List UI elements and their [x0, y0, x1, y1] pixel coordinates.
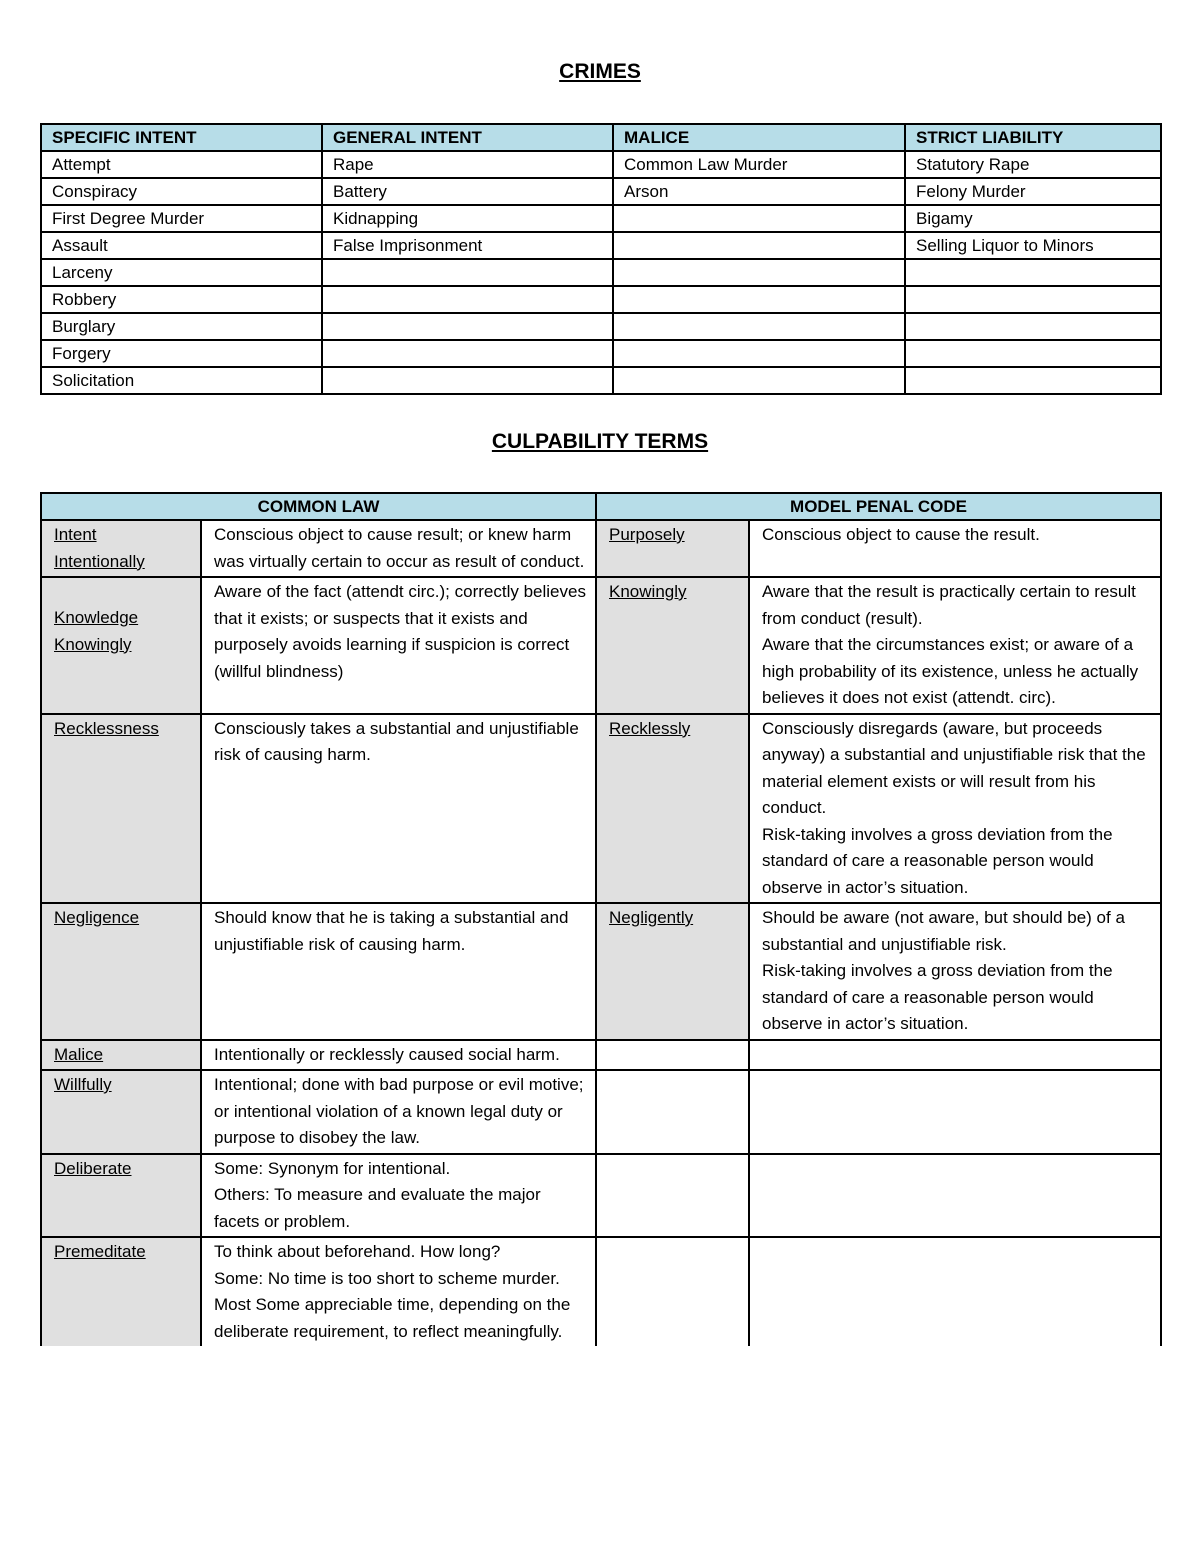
- cell-general-intent: Kidnapping: [322, 205, 613, 232]
- cell-general-intent: [322, 313, 613, 340]
- cell-specific-intent: First Degree Murder: [41, 205, 322, 232]
- cell-general-intent: Battery: [322, 178, 613, 205]
- table-row: [41, 714, 1161, 904]
- cell-malice: [613, 286, 905, 313]
- definition-text: Aware that the result is practically certain to result from conduct (result).: [762, 582, 1136, 628]
- model-penal-code-definition: [749, 1237, 1161, 1346]
- cell-general-intent: Rape: [322, 151, 613, 178]
- common-law-term: [41, 1070, 201, 1154]
- cell-malice: [613, 232, 905, 259]
- cell-specific-intent: Solicitation: [41, 367, 322, 394]
- model-penal-code-definition: [749, 577, 1161, 714]
- table-row: [41, 205, 1161, 232]
- crimes-title: CRIMES: [559, 60, 641, 83]
- model-penal-code-term: [596, 1040, 749, 1071]
- table-row: [41, 340, 1161, 367]
- definition-text: Conscious object to cause the result.: [762, 525, 1040, 544]
- common-law-definition: [201, 577, 596, 714]
- common-law-definition: [201, 1040, 596, 1071]
- common-law-definition: [201, 903, 596, 1040]
- table-row: [41, 577, 1161, 714]
- definition-text: Should be aware (not aware, but should be) of a substantial and unjustifiable risk.: [762, 908, 1125, 954]
- model-penal-code-term: [596, 714, 749, 904]
- cell-strict-liability: Bigamy: [905, 205, 1161, 232]
- table-row: [41, 178, 1161, 205]
- model-penal-code-definition: [749, 1154, 1161, 1238]
- definition-text: Consciously disregards (aware, but proceeds anyway) a substantial and unjustifiable risk that the material element exists or will result from his conduct.: [762, 718, 1146, 817]
- cell-general-intent: [322, 259, 613, 286]
- model-penal-code-definition: [749, 520, 1161, 577]
- cell-specific-intent: Larceny: [41, 259, 322, 286]
- cell-strict-liability: Felony Murder: [905, 178, 1161, 205]
- cell-strict-liability: [905, 286, 1161, 313]
- definition-text: Intentional; done with bad purpose or evil motive; or intentional violation of a known legal duty or purpose to disobey the law.: [214, 1075, 584, 1147]
- crimes-header-row: [41, 124, 1161, 151]
- cell-specific-intent: Attempt: [41, 151, 322, 178]
- cell-malice: [613, 367, 905, 394]
- definition-text: Aware that the circumstances exist; or aware of a high probability of its existence, unless he actually believes it does not exist (attendt. circ).: [762, 635, 1139, 707]
- model-penal-code-term: [596, 1070, 749, 1154]
- table-row: [41, 232, 1161, 259]
- term-label: Recklessly: [609, 718, 691, 738]
- model-penal-code-definition: [749, 714, 1161, 904]
- cell-strict-liability: Selling Liquor to Minors: [905, 232, 1161, 259]
- model-penal-code-term: [596, 903, 749, 1040]
- term-label: Knowingly: [609, 582, 687, 601]
- cell-specific-intent: Robbery: [41, 286, 322, 313]
- cell-malice: [613, 205, 905, 232]
- table-row: [41, 903, 1161, 1040]
- term-label: Knowledge: [54, 608, 139, 627]
- cell-specific-intent: Conspiracy: [41, 178, 322, 205]
- table-row: [41, 367, 1161, 394]
- common-law-definition: [201, 520, 596, 577]
- common-law-term: [41, 1237, 201, 1346]
- model-penal-code-definition: [749, 903, 1161, 1040]
- cell-malice: Arson: [613, 178, 905, 205]
- model-penal-code-term: [596, 1154, 749, 1238]
- culpability-table: [40, 492, 1162, 1346]
- definition-text: Risk-taking involves a gross deviation from the standard of care a reasonable person would observe in actor’s situation.: [762, 961, 1113, 1033]
- common-law-term: [41, 714, 201, 904]
- table-row: [41, 259, 1161, 286]
- common-law-term: [41, 577, 201, 714]
- common-law-term: [41, 520, 201, 577]
- cell-malice: Common Law Murder: [613, 151, 905, 178]
- table-row: [41, 286, 1161, 313]
- definition-text: To think about beforehand. How long?: [214, 1242, 501, 1261]
- cell-general-intent: False Imprisonment: [322, 232, 613, 259]
- term-label: Negligence: [54, 908, 140, 927]
- cell-malice: [613, 259, 905, 286]
- culpability-title: CULPABILITY TERMS: [491, 430, 709, 453]
- cell-specific-intent: Forgery: [41, 340, 322, 367]
- cell-strict-liability: Statutory Rape: [905, 151, 1161, 178]
- common-law-term: [41, 1040, 201, 1071]
- model-penal-code-term: [596, 577, 749, 714]
- term-label: Negligently: [609, 908, 694, 927]
- table-row: [41, 520, 1161, 577]
- model-penal-code-definition: [749, 1040, 1161, 1071]
- term-label: Purposely: [609, 525, 685, 544]
- culpability-header-row: [41, 493, 1161, 520]
- cell-general-intent: [322, 340, 613, 367]
- table-row: [41, 1040, 1161, 1071]
- common-law-term: [41, 903, 201, 1040]
- cell-general-intent: [322, 286, 613, 313]
- definition-text: Most Some appreciable time, depending on the deliberate requirement, to reflect meaningfully.: [214, 1295, 571, 1341]
- term-label: Knowingly: [54, 634, 132, 654]
- common-law-definition: [201, 1154, 596, 1238]
- common-law-definition: [201, 1237, 596, 1346]
- term-label: Intentionally: [54, 551, 145, 571]
- cell-strict-liability: [905, 367, 1161, 394]
- model-penal-code-term: [596, 520, 749, 577]
- table-row: [41, 1070, 1161, 1154]
- definition-text: Intentionally or recklessly caused social harm.: [214, 1044, 560, 1064]
- cell-specific-intent: Burglary: [41, 313, 322, 340]
- definition-text: Some: No time is too short to scheme murder.: [214, 1268, 560, 1288]
- term-label: Deliberate: [54, 1158, 132, 1178]
- cell-strict-liability: [905, 259, 1161, 286]
- header-common-law: COMMON LAW: [41, 493, 596, 520]
- table-row: [41, 151, 1161, 178]
- cell-specific-intent: Assault: [41, 232, 322, 259]
- term-label: Intent: [54, 525, 97, 544]
- term-label: Malice: [54, 1044, 104, 1064]
- header-general-intent: GENERAL INTENT: [322, 124, 613, 151]
- model-penal-code-definition: [749, 1070, 1161, 1154]
- definition-text: Risk-taking involves a gross deviation from the standard of care a reasonable person would observe in actor’s situation.: [762, 824, 1113, 897]
- definition-text: Consciously takes a substantial and unjustifiable risk of causing harm.: [214, 718, 579, 764]
- header-specific-intent: SPECIFIC INTENT: [41, 124, 322, 151]
- common-law-definition: [201, 1070, 596, 1154]
- model-penal-code-term: [596, 1237, 749, 1346]
- definition-text: Others: To measure and evaluate the major facets or problem.: [214, 1185, 541, 1231]
- crimes-table: [40, 123, 1162, 395]
- header-strict-liability: STRICT LIABILITY: [905, 124, 1161, 151]
- term-label: Recklessness: [54, 718, 159, 738]
- cell-general-intent: [322, 367, 613, 394]
- common-law-definition: [201, 714, 596, 904]
- table-row: [41, 1237, 1161, 1346]
- definition-text: Some: Synonym for intentional.: [214, 1158, 451, 1178]
- cell-strict-liability: [905, 313, 1161, 340]
- definition-text: Should know that he is taking a substantial and unjustifiable risk of causing harm.: [214, 908, 569, 954]
- header-model-penal-code: MODEL PENAL CODE: [596, 493, 1161, 520]
- definition-text: Conscious object to cause result; or knew harm was virtually certain to occur as result of conduct.: [214, 525, 585, 571]
- table-row: [41, 1154, 1161, 1238]
- definition-text: Aware of the fact (attendt circ.); correctly believes that it exists; or suspects that it exists and purposely avoids learning if suspicion is correct (willful blindness): [214, 582, 586, 681]
- table-row: [41, 313, 1161, 340]
- term-label: Willfully: [54, 1075, 112, 1094]
- header-malice: MALICE: [613, 124, 905, 151]
- cell-strict-liability: [905, 340, 1161, 367]
- common-law-term: [41, 1154, 201, 1238]
- term-label: Premeditate: [54, 1242, 146, 1261]
- cell-malice: [613, 313, 905, 340]
- cell-malice: [613, 340, 905, 367]
